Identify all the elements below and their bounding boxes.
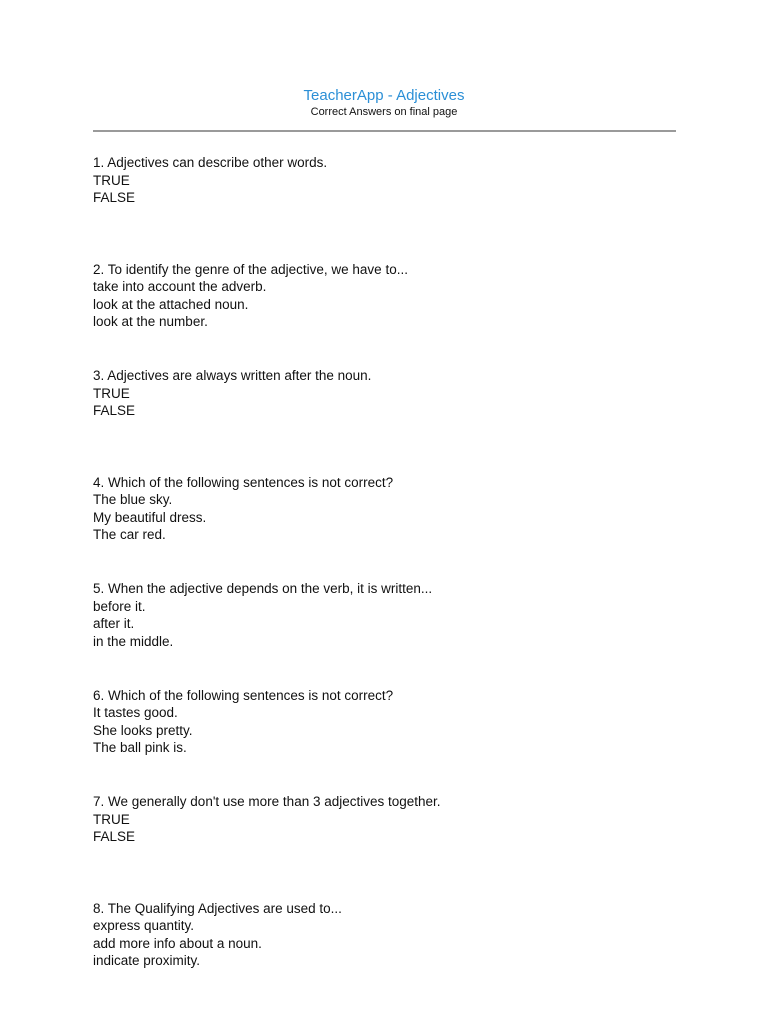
answer-option: FALSE <box>93 190 136 206</box>
answer-option: after it. <box>93 616 135 632</box>
question-text: 7. We generally don't use more than 3 adjectives together. <box>93 794 441 809</box>
answer-option: The blue sky. <box>93 492 173 508</box>
question-list <box>93 154 676 1006</box>
question-8 <box>93 900 676 1007</box>
answer-option: The car red. <box>93 527 166 543</box>
answer-option: express quantity. <box>93 918 195 934</box>
header-divider <box>93 130 676 132</box>
answer-option: TRUE <box>93 811 130 827</box>
page-subtitle: Correct Answers on final page <box>310 106 458 118</box>
answer-option: FALSE <box>93 403 136 419</box>
question-2 <box>93 261 676 368</box>
question-6 <box>93 687 676 794</box>
answer-option: indicate proximity. <box>93 953 201 969</box>
question-1 <box>93 154 676 261</box>
question-text: 5. When the adjective depends on the verb, it is written... <box>93 581 433 596</box>
question-text: 1. Adjectives can describe other words. <box>93 155 328 170</box>
question-5 <box>93 580 676 687</box>
question-text: 6. Which of the following sentences is not correct? <box>93 687 394 703</box>
answer-option: TRUE <box>93 172 130 188</box>
answer-option: My beautiful dress. <box>93 509 207 525</box>
answer-option: look at the number. <box>93 314 208 330</box>
question-4 <box>93 474 676 581</box>
question-text: 8. The Qualifying Adjectives are used to... <box>93 900 342 916</box>
page-title: TeacherApp - Adjectives <box>303 87 465 104</box>
answer-option: The ball pink is. <box>93 740 187 756</box>
question-text: 3. Adjectives are always written after the noun. <box>93 368 372 383</box>
question-text: 4. Which of the following sentences is not correct? <box>93 474 394 490</box>
answer-option: FALSE <box>93 829 136 845</box>
answer-option: It tastes good. <box>93 705 178 721</box>
answer-option: She looks pretty. <box>93 722 193 738</box>
question-3 <box>93 367 676 474</box>
answer-option: add more info about a noun. <box>93 935 262 951</box>
question-text: 2. To identify the genre of the adjective, we have to... <box>93 261 408 277</box>
answer-option: in the middle. <box>93 633 174 649</box>
answer-option: take into account the adverb. <box>93 279 267 295</box>
question-7 <box>93 793 676 900</box>
answer-option: before it. <box>93 598 146 614</box>
answer-option: look at the attached noun. <box>93 296 249 312</box>
answer-option: TRUE <box>93 385 130 401</box>
